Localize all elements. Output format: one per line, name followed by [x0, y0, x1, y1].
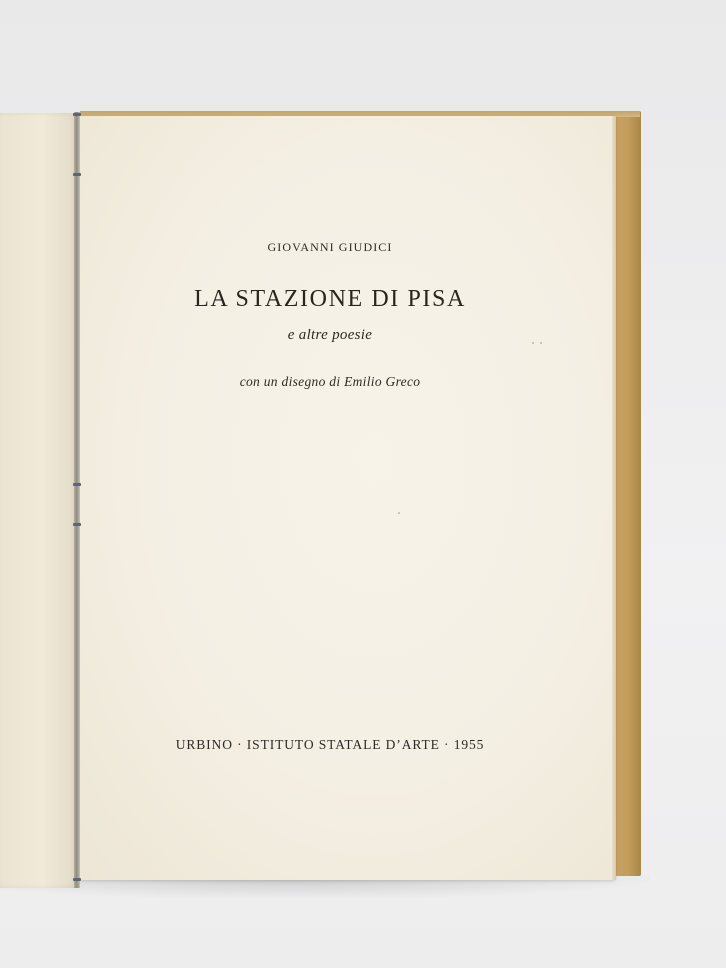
illustrator-credit: con un disegno di Emilio Greco — [239, 374, 421, 389]
paper-speck — [540, 342, 542, 344]
binding-stitch — [73, 173, 81, 176]
binding-stitch — [73, 113, 81, 116]
binding-stitch — [73, 523, 81, 526]
paper-speck — [398, 512, 400, 514]
publisher-imprint: URBINO · ISTITUTO STATALE D’ARTE · 1955 — [175, 737, 485, 752]
author-name: GIOVANNI GIUDICI — [267, 240, 393, 254]
title-page — [80, 116, 614, 880]
book-subtitle: e altre poesie — [287, 327, 373, 343]
left-page — [0, 113, 77, 888]
binding-stitch — [73, 878, 81, 881]
paper-speck — [532, 342, 534, 344]
page-fore-edge — [612, 116, 616, 880]
book-gutter — [74, 112, 80, 888]
binding-stitch — [73, 483, 81, 486]
book-title: LA STAZIONE DI PISA — [194, 286, 466, 312]
